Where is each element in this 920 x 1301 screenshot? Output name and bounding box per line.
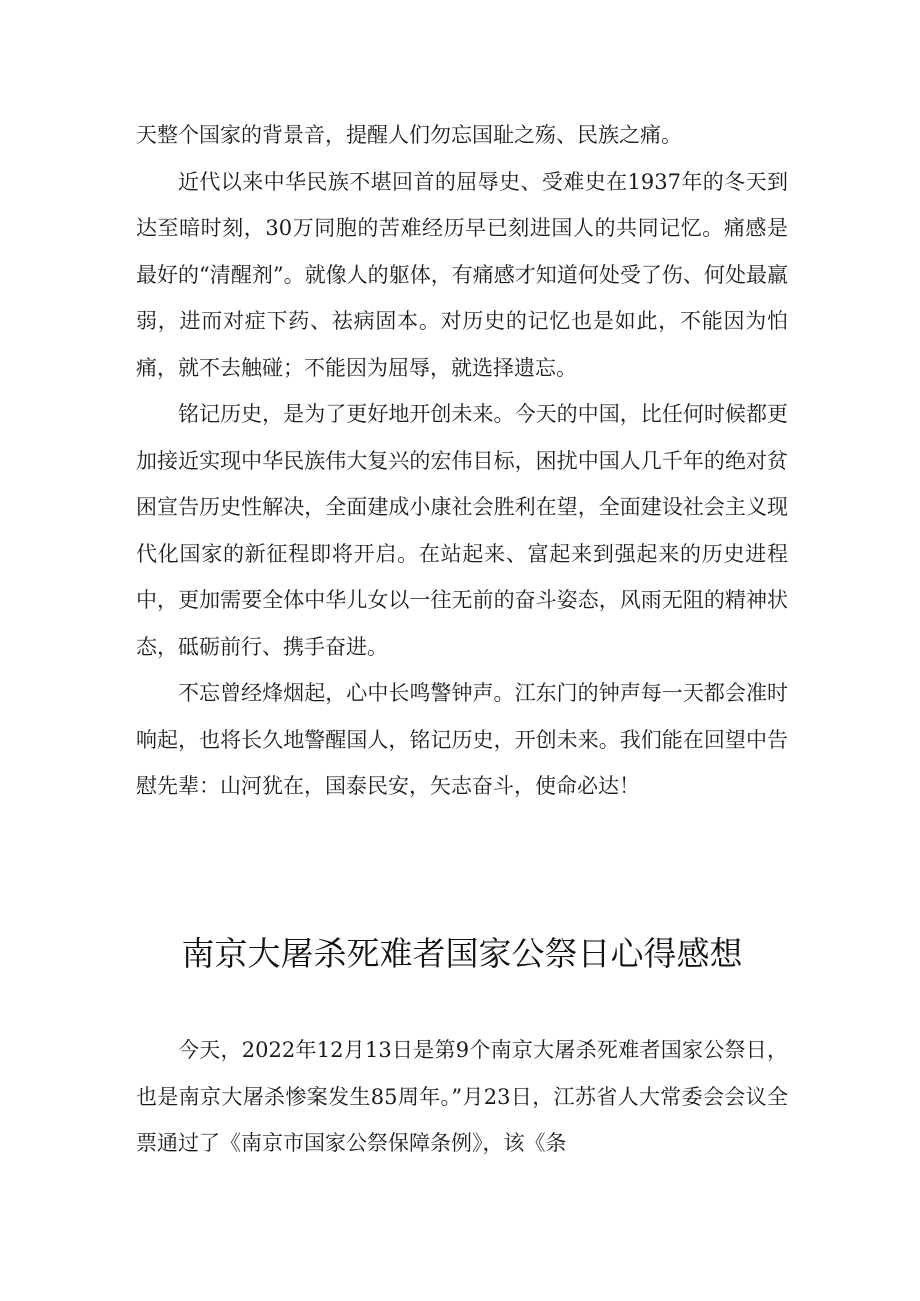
paragraph-continuation: 天整个国家的背景音，提醒人们勿忘国耻之殇、民族之痛。 [136,123,682,147]
paragraph: 不忘曾经烽烟起，心中长鸣警钟声。江东门的钟声每一天都会准时响起，也将长久地警醒国人，铭记历史，开创未来。我们能在回望中告慰先辈：山河犹在，国泰民安，矢志奋斗，使命必达！ [136,681,788,798]
paragraph: 今天，2022年12月13日是第9个南京大屠杀死难者国家公祭日，也是南京大屠杀惨案发生85周年。”月23日，江苏省人大常委会会议全票通过了《南京市国家公祭保障条例》，该《条 [136,1038,788,1155]
article-body-top [136,112,788,810]
article-heading: 南京大屠杀死难者国家公祭日心得感想 [181,934,743,973]
article-body-bottom [136,1027,788,1167]
paragraph: 近代以来中华民族不堪回首的屈辱史、受难史在1937年的冬天到达至暗时刻，30万同胞的苦难经历早已刻进国人的共同记忆。痛感是最好的“清醒剂”。就像人的躯体，有痛感才知道何处受了伤、何处最羸弱，进而对症下药、祛病固本。对历史的记忆也是如此，不能因为怕痛，就不去触碰；不能因为屈辱，就选择遗忘。 [136,169,788,380]
paragraph: 铭记历史，是为了更好地开创未来。今天的中国，比任何时候都更加接近实现中华民族伟大复兴的宏伟目标，困扰中国人几千年的绝对贫困宣告历史性解决，全面建成小康社会胜利在望，全面建设社会主义现代化国家的新征程即将开启。在站起来、富起来到强起来的历史进程中，更加需要全体中华儿女以一往无前的奋斗姿态，风雨无阻的精神状态，砥砺前行、携手奋进。 [136,402,788,659]
